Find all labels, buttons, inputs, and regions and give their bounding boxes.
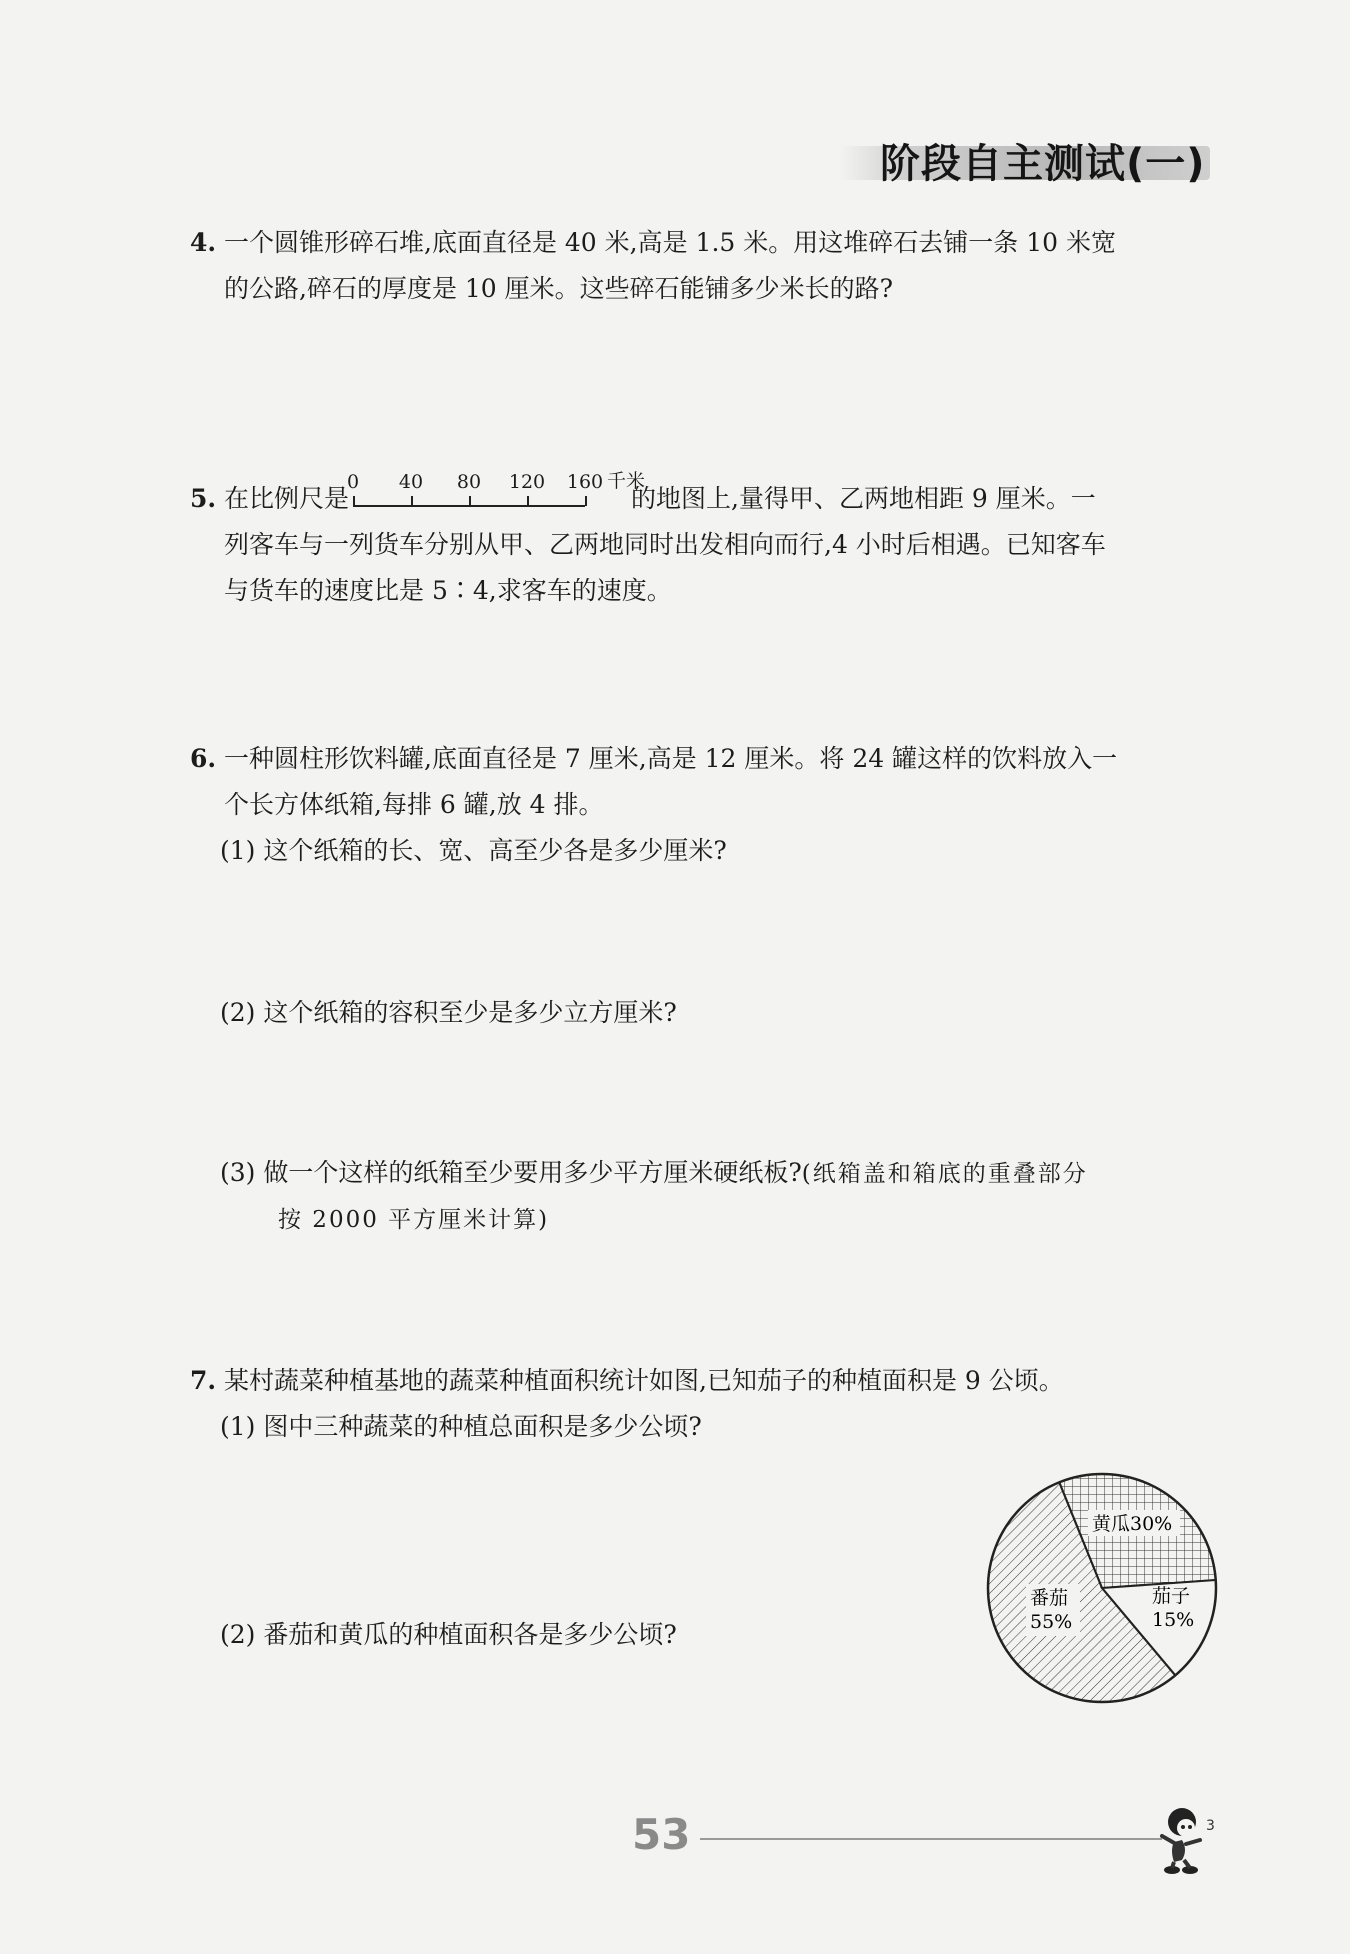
problem-text: 个长方体纸箱,每排 6 罐,放 4 排。 [224, 790, 604, 819]
scale-tick-label: 120 [508, 471, 546, 493]
problem-number: 5. [190, 484, 217, 513]
scale-unit: 千米 [607, 470, 646, 492]
scale-tick [411, 496, 413, 506]
problem-text: 某村蔬菜种植基地的蔬菜种植面积统计如图,已知茄子的种植面积是 9 公顷。 [224, 1366, 1064, 1395]
sub-question-1: (1) 图中三种蔬菜的种植总面积是多少公顷? [220, 1412, 702, 1441]
sub-question-2: (2) 这个纸箱的容积至少是多少立方厘米? [220, 998, 677, 1027]
sub-question-3: (3) 做一个这样的纸箱至少要用多少平方厘米硬纸板? [220, 1158, 802, 1187]
problem-6-q2 [190, 990, 1220, 1036]
scale-tick [469, 496, 471, 506]
problem-number: 4. [190, 228, 217, 257]
footer-rule [700, 1838, 1162, 1840]
sub-question-note: (纸箱盖和箱底的重叠部分 [801, 1161, 1088, 1187]
scale-tick [585, 496, 587, 506]
scale-tick-label: 40 [398, 471, 424, 493]
problem-text: 列客车与一列货车分别从甲、乙两地同时出发相向而行,4 小时后相遇。已知客车 [224, 530, 1106, 559]
scale-tick-label: 0 [346, 471, 360, 493]
mascot-icon [1152, 1800, 1222, 1880]
problem-5 [190, 470, 1220, 614]
page-number: 53 [632, 1810, 691, 1859]
pie-label-cucumber: 黄瓜30% [1092, 1513, 1173, 1535]
sub-question-2: (2) 番茄和黄瓜的种植面积各是多少公顷? [220, 1620, 677, 1649]
problem-number: 7. [190, 1366, 217, 1395]
problem-text: 一个圆锥形碎石堆,底面直径是 40 米,高是 1.5 米。用这堆碎石去铺一条 10 米宽 [224, 228, 1116, 257]
problem-number: 6. [190, 744, 217, 773]
problem-7 [190, 1358, 1220, 1450]
page-title: 阶段自主测试(一) [880, 141, 1206, 187]
vegetable-pie-chart [984, 1470, 1220, 1706]
problem-6-q3 [190, 1150, 1220, 1243]
scale-tick-label: 160 [566, 471, 604, 493]
problem-text: 在比例尺是 [224, 484, 350, 513]
scale-tick [527, 496, 529, 506]
scale-tick [353, 496, 355, 506]
section-banner [840, 130, 1210, 187]
problem-4 [190, 220, 1220, 312]
pie-label-eggplant-value: 15% [1152, 1609, 1195, 1631]
pie-label-tomato-name: 番茄 [1030, 1587, 1069, 1609]
problem-text: 的地图上,量得甲、乙两地相距 9 厘米。一 [631, 484, 1096, 513]
sub-question-1: (1) 这个纸箱的长、宽、高至少各是多少厘米? [220, 836, 727, 865]
scale-tick-label: 80 [456, 471, 482, 493]
problem-text: 的公路,碎石的厚度是 10 厘米。这些碎石能铺多少米长的路? [224, 274, 894, 303]
problem-6 [190, 736, 1220, 874]
svg-text:3: 3 [1206, 1818, 1215, 1834]
problem-text: 与货车的速度比是 5∶4,求客车的速度。 [224, 576, 672, 605]
sub-question-note: 按 2000 平方厘米计算) [278, 1207, 550, 1233]
problem-7-q2 [190, 1612, 950, 1658]
pie-label-tomato-value: 55% [1030, 1611, 1073, 1633]
scale-bar [346, 470, 646, 513]
pie-label-eggplant-name: 茄子 [1152, 1585, 1191, 1607]
problem-text: 一种圆柱形饮料罐,底面直径是 7 厘米,高是 12 厘米。将 24 罐这样的饮料放入一 [224, 744, 1118, 773]
